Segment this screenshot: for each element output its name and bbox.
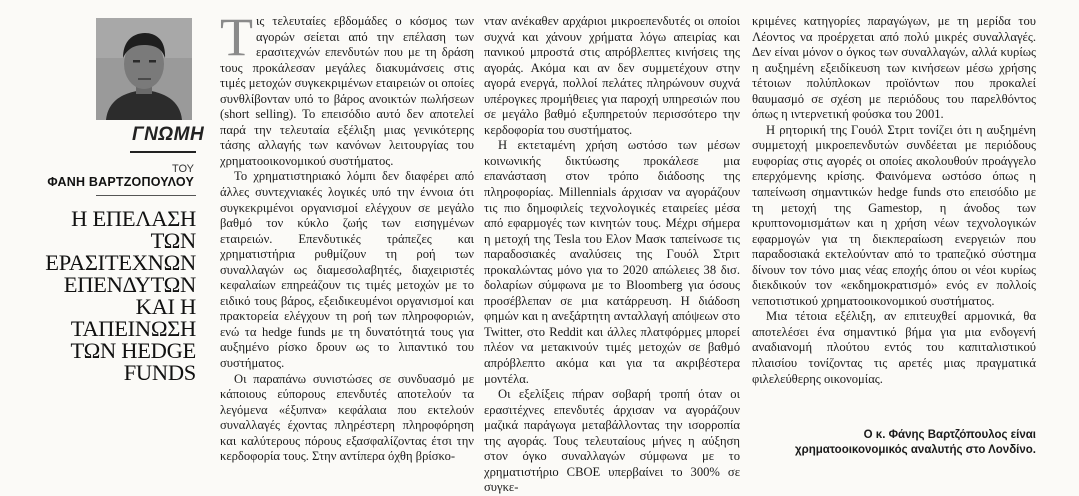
article-paragraph: Το χρηματιστηριακό λόμπι δεν διαφέρει από άλλες συντεχνιακές λογικές υπό την έννοια ότι συγκεκριμένοι οργανισμοί ελέγχουν σε μεγάλο βαθμό τον κύκλο ζωής των εισηγμένων εταιρειών. Επενδυτικές τράπεζες και χρηματιστήρια ρυθμίζουν τη ροή των συναλλαγών ως διαμεσολαβητές, διαχειριστές κεφαλαίων επηρεάζουν τις τιμές μετοχών με το ειδικό τους βάρος, εξειδικευμένοι οργανισμοί και πρακτορεία ελέγχουν τη ροή των πληροφοριών, ενώ τα hedge funds με τη δυνατότητά τους για αυξημένο ρίσκο δρουν ως το λιπαντικό του συστήματος. [220,169,474,371]
headline-line: ΤΩΝ HEDGE [70,338,196,363]
sidebar-panel [0,0,206,463]
byline-prefix: ΤΟΥ [171,163,194,175]
drop-cap: Τ [220,7,253,67]
author-photo [96,18,192,120]
article-column-3 [752,14,1036,422]
headline [30,208,196,384]
article-paragraph: κριμένες κατηγορίες παραγώγων, με τη μερίδα του Λέοντος να προέρχεται από πολύ μικρές συναλλαγές. Δεν είναι μόνον ο όγκος των συναλλαγών, αλλά κυρίως η αυξημένη εξειδίκευση των κινήσεων μέσω χρήσης τέτοιων πολύπλοκων προϊόντων που προκαλεί θαυμασμό σε σχέση με περιόδους του παρελθόντος όπως η ιντερνετική φούσκα του 2001. [752,14,1036,122]
headline-line: ΚΑΙ Η [135,294,196,319]
article-paragraph: Η εκτεταμένη χρήση ωστόσο των μέσων κοινωνικής δικτύωσης προκάλεσε μια επανάσταση στον τρόπο διάδοσης της πληροφορίας. Millennials άρχισαν να αγοράζουν τις πιο δημοφιλείς τεχνολογικές εταιρείες μέσα από εφαρμογές των κινητών τους. Μέχρι σήμερα η μετοχή της Tesla του Ελον Μασκ ταπείνωσε τις παραδοσιακές αναλύσεις της Γουόλ Στριτ προκαλώντας μόνο για το 2020 απώλειες 38 δισ. δολαρίων σύμφωνα με το Bloomberg για όσους προσέβλεπαν σε μια κατάρρευση. Η διάδοση φημών και η ανεξάρτητη ανταλλαγή απόψεων στο Twitter, στο Reddit και άλλες πλατφόρμες μπορεί πλέον να μετακινούν τιμές μετοχών σε βαθμό απρόβλεπτο ακόμα και για τα ακριβέστερα μοντέλα. [484,138,740,386]
article-paragraph: Μια τέτοια εξέλιξη, αν επιτευχθεί αρμονικά, θα αποτελέσει ένα σημαντικό βήμα για μια ενδογενή αναδιανομή πλούτου εντός του καπιταλιστικού πλαισίου τονίζοντας τις αρετές μιας πραγματικά φιλελεύθερης οικονομίας. [752,309,1036,386]
headline-line: ΤΑΠΕΙΝΩΣΗ [70,316,196,341]
paragraph-text: ις τελευταίες εβδομάδες ο κόσμος των αγορών σείεται από την επέλαση των ερασιτεχνών επενδυτών που με τη δράση τους προκάλεσαν μεγάλες διακυμάνσεις στις τιμές μετοχών συγκεκριμένων εταιρειών οι οποίες συνθλίβονταν υπό το βάρος ανοικτών πωλήσεων (short selling). Το επεισόδιο αυτό δεν αποτελεί παρά την τελευταία εξέλιξη μιας γενικότερης τάσης αλλαγής των κανόνων λειτουργίας του χρηματοοικονομικού συστήματος. [220,14,474,168]
article-column-2 [484,14,740,495]
article-paragraph: Οι εξελίξεις πήραν σοβαρή τροπή όταν οι ερασιτέχνες επενδυτές άρχισαν να αγοράζουν μαζικά παράγωγα μεταβάλλοντας την ισορροπία της αγοράς. Τους τελευταίους μήνες η αύξηση στον όγκο συναλλαγών σύμφωνα με το χρηματιστήριο CBOE υπερβαίνει το 300% σε συγκε- [484,387,740,495]
author-portrait-image [96,18,192,120]
section-label: ΓΝΩΜΗ [132,124,205,145]
divider-top [130,151,196,153]
headline-line: ΕΠΕΝΔΥΤΩΝ [63,272,196,297]
article-paragraph [220,7,474,169]
article-paragraph: Η ρητορική της Γουόλ Στριτ τονίζει ότι η αυξημένη συμμετοχή μικροεπενδυτών συνδέεται με περιόδους ευφορίας στις αγορές οι οποίες ακολουθούν προάγγελο επερχόμενης κρίσης. Φαινόμενα ωστόσο όπως η ταπείνωση σημαντικών hedge funds στο επεισόδιο με τη μετοχή της Gamestop, η άνοδος των κρυπτονομισμάτων και η χρήση νέων τεχνολογικών εφαρμογών για τη διεκπεραίωση ενεργειών που παραδοσιακά εκτελούνταν από το τραπεζικό σύστημα δίνουν τον τόνο μιας νέας εποχής όπου οι νέοι κυρίως διεκδικούν τον «εκδημοκρατισμό» ενός εν πολλοίς νεποτιστικού χρηματοοικονομικού συστήματος. [752,122,1036,308]
author-signature: Ο κ. Φάνης Βαρτζόπουλος είναι χρηματοοικονομικός αναλυτής στο Λονδίνο. [795,429,1036,456]
headline-line: ΤΩΝ [150,228,196,253]
divider-bottom [96,195,196,196]
author-name: ΦΑΝΗ ΒΑΡΤΖΟΠΟΥΛΟΥ [47,175,194,189]
article-paragraph: Οι παραπάνω συνιστώσες σε συνδυασμό με κάποιους εύπορους επενδυτές αποτελούν τα λεγόμενα «έξυπνα» κεφάλαια που εκτελούν συναλλαγές έχοντας πληρέστερη πληροφόρηση και καλύτερους πόρους εξασφαλίζοντας έτσι την κερδοφορία τους. Στην αντίπερα όχθη βρίσκο- [220,371,474,464]
headline-line: ΕΡΑΣΙΤΕΧΝΩΝ [45,250,196,275]
article-paragraph: νταν ανέκαθεν αρχάριοι μικροεπενδυτές οι οποίοι συχνά και χάνουν χρήματα λόγω απειρίας και πανικού μπροστά στις απρόβλεπτες κινήσεις της αγοράς. Ακόμα και αν δεν συμμετέχουν στην αγορά ενεργά, πολλοί πελάτες πληρώνουν συχνά υπέρογκες προμήθειες για παροχή υπηρεσιών που σε μεγάλο βαθμό εξυπηρετούν περισσότερο την κερδοφορία του συστήματος. [484,14,740,137]
headline-line: Η ΕΠΕΛΑΣΗ [71,206,196,231]
headline-line: FUNDS [123,360,196,385]
article-column-1 [220,7,474,464]
